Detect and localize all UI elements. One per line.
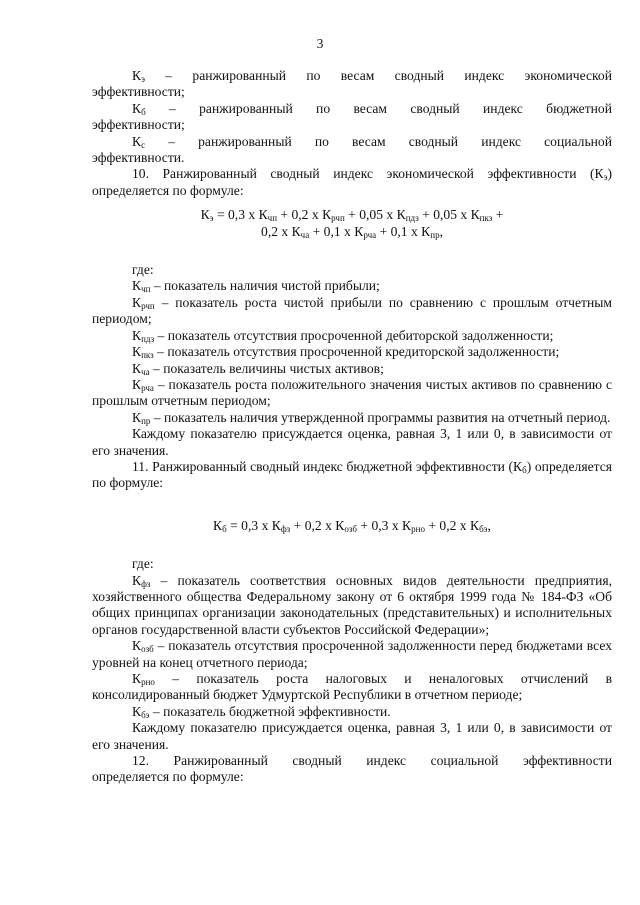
formula-economic-line1: $К_э = 0,3$ х $К_{чп} + 0,2$ х $К_{рчп} + 0,05$ х $К_{пдз} + 0,05$ х $К_{пкз}$ + <box>200 207 504 224</box>
item-12-cont: определяется по формуле: <box>92 769 244 785</box>
formula-economic-line2: 0,2 х $К_{ча} + 0,1$ х $К_{рча} + 0,1$ х $К_{пр}$, <box>261 223 443 240</box>
def-kozb: $К_{озб}$ – показатель отсутствия просроченной задолженности перед бюджетами всех уровней на конец отчетного периода; <box>92 638 612 670</box>
document-body <box>92 68 612 786</box>
def-kcha: $К_{ча}$ – показатель величины чистых активов; <box>132 360 384 377</box>
score-note-2: Каждому показателю присуждается оценка, равная 3, 1 или 0, в зависимости от его значения. <box>92 720 612 752</box>
score-note-1: Каждому показателю присуждается оценка, равная 3, 1 или 0, в зависимости от его значения. <box>92 426 612 458</box>
def-kc-cont: эффективности. <box>92 150 185 166</box>
def-kpdz: $К_{пдз}$ – показатель отсутствия просроченной дебиторской задолженности; <box>132 327 554 344</box>
def-kpr: $К_{пр}$ – показатель наличия утвержденной программы развития на отчетный период. <box>132 409 611 426</box>
def-kb-cont: эффективности; <box>92 117 185 133</box>
def-ke: $К_э$ – ранжированный по весам сводный индекс экономической <box>132 68 612 84</box>
def-kbe: $К_{бэ}$ – показатель бюджетной эффективности. <box>132 703 391 720</box>
page-number: 3 <box>316 36 324 51</box>
def-kfz: $К_{фз}$ – показатель соответствия основных видов деятельности предприятия, хозяйственного общества Федеральному закону от 6 октября 1999 года № 184-ФЗ «Об общих принципах организации законодательных (представительных) и исполнительных органов государственной власти субъектов Российской Федерации»; <box>92 572 612 637</box>
def-kc: $К_с$ – ранжированный по весам сводный индекс социальной <box>132 133 612 150</box>
def-ke-cont: эффективности; <box>92 84 185 100</box>
def-kpkz: $К_{пкз}$ – показатель отсутствия просроченной кредиторской задолженности; <box>132 344 560 361</box>
item-11: 11. Ранжированный сводный индекс бюджетной эффективности $(К_б)$ определяется по формуле: <box>92 458 613 491</box>
def-krcha: $К_{рча}$ – показатель роста положительного значения чистых активов по сравнению с прошлым отчетным периодом; <box>92 376 612 409</box>
item-10: 10. Ранжированный сводный индекс экономической эффективности $(К_э)$ определяется по формуле: <box>92 166 612 198</box>
def-krchp: $К_{рчп}$ – показатель роста чистой прибыли по сравнению с прошлым отчетным периодом; <box>92 294 612 327</box>
def-kb: $К_б$ – ранжированный по весам сводный индекс бюджетной <box>132 100 612 117</box>
formula-budget: $К_б = 0,3$ х $К_{фз} + 0,2$ х $К_{озб} + 0,3$ х $К_{рно} + 0,2$ х $К_{бэ}$, <box>213 517 491 534</box>
item-12: 12. Ранжированный сводный индекс социальной эффективности <box>132 753 612 769</box>
where-label: где: <box>132 262 154 278</box>
where-label-2: где: <box>132 556 154 572</box>
def-krno: $К_{рно}$ – показатель роста налоговых и неналоговых отчислений в консолидированный бюджет Удмуртской Республики в отчетном периоде; <box>92 671 612 703</box>
def-kchp: $К_{чп}$ – показатель наличия чистой прибыли; <box>132 278 380 295</box>
